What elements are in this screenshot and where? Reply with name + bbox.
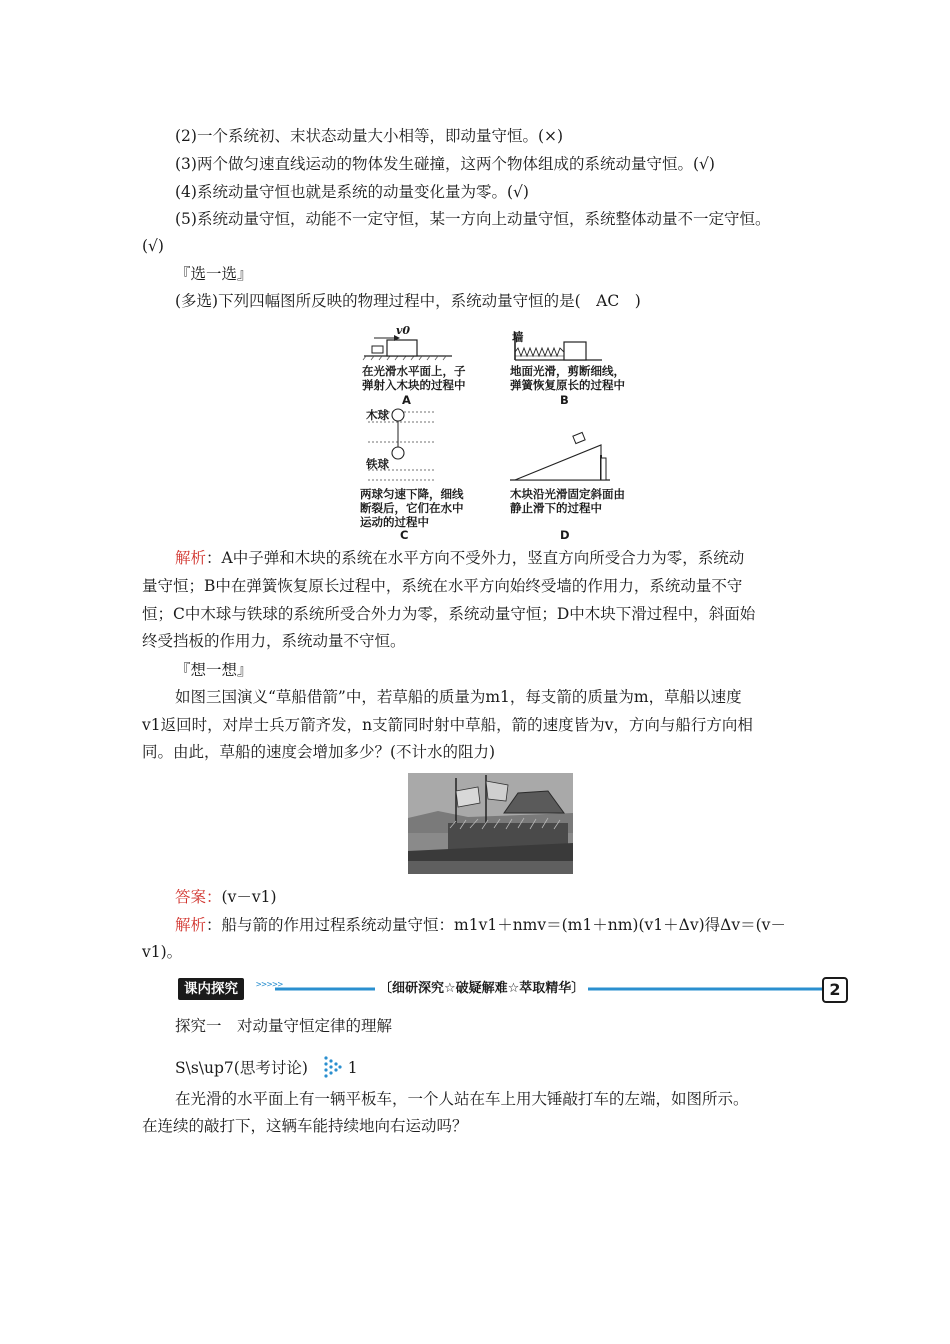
- answer-value: (v－v1): [221, 888, 277, 906]
- select-heading: 『选一选』: [175, 265, 253, 283]
- bullet-a: [372, 346, 383, 353]
- statement-3: (3)两个做匀速直线运动的物体发生碰撞，这两个物体组成的系统动量守恒。(√): [175, 155, 715, 173]
- statement-4: (4)系统动量守恒也就是系统的动量变化量为零。(√): [175, 183, 529, 201]
- analysis-label: 解析: [175, 549, 207, 567]
- velocity-label-a: v0: [396, 324, 411, 337]
- caption-c-3: 运动的过程中: [360, 515, 429, 529]
- statement-5-mark: (√): [142, 237, 164, 255]
- think-line-3: 同。由此，草船的速度会增加多少？(不计水的阻力): [142, 743, 496, 761]
- select-question: (多选)下列四幅图所反映的物理过程中，系统动量守恒的是( AC ): [175, 292, 641, 310]
- analysis-2-label: 解析: [175, 916, 207, 934]
- triangle-dots-icon: [323, 1055, 343, 1083]
- analysis-2-line-2: v1)。: [142, 943, 183, 961]
- block-d: [573, 432, 585, 443]
- banner-subtitle: 〔细研深究☆破疑解难☆萃取精华〕: [375, 979, 588, 999]
- banner-arrows: >>>>>: [256, 980, 284, 990]
- caption-a-1: 在光滑水平面上，子: [362, 364, 466, 378]
- answer-line: [175, 885, 277, 909]
- analysis-1-line-3: 恒；C中木球与铁球的系统所受合外力为零，系统动量守恒；D中木块下滑过程中，斜面始: [142, 605, 756, 623]
- caption-c-2: 断裂后，它们在水中: [360, 501, 464, 515]
- problem-line-1: 在光滑的水平面上有一辆平板车，一个人站在车上用大锤敲打车的左端，如图所示。: [175, 1090, 749, 1108]
- caption-b-2: 弹簧恢复原长的过程中: [510, 378, 625, 392]
- straw-boat-photo: [408, 773, 573, 874]
- wood-ball: [392, 409, 404, 421]
- caption-d-2: 静止滑下的过程中: [510, 501, 602, 515]
- discussion-prefix: S\s\up7(思考讨论): [175, 1059, 308, 1077]
- letter-c: C: [400, 528, 409, 542]
- caption-b-1: 地面光滑，剪断细线，: [510, 364, 625, 378]
- problem-line-2: 在连续的敲打下，这辆车能持续地向右运动吗？: [142, 1117, 468, 1135]
- block-b: [564, 342, 586, 360]
- statement-2: (2)一个系统初、末状态动量大小相等，即动量守恒。(×): [175, 127, 564, 145]
- explore-title: 探究一 对动量守恒定律的理解: [175, 1017, 393, 1035]
- four-diagram-figure: [360, 320, 650, 542]
- wood-ball-label: 木球: [366, 408, 389, 422]
- section-number: 2: [822, 977, 848, 1003]
- block-a: [387, 340, 417, 356]
- analysis-2-line-1: 解析：船与箭的作用过程系统动量守恒：m1v1＋nmv＝(m1＋nm)(v1＋Δv)得Δv＝(v－: [175, 916, 786, 934]
- caption-c-1: 两球匀速下降，细线: [360, 487, 464, 501]
- discussion-number: 1: [347, 1059, 358, 1077]
- answer-label: 答案：: [175, 888, 222, 906]
- think-line-2: v1返回时，对岸士兵万箭齐发，n支箭同时射中草船，箭的速度皆为v，方向与船行方向相: [142, 716, 753, 734]
- analysis-1-line-4: 终受挡板的作用力，系统动量不守恒。: [142, 632, 406, 650]
- discussion-line: [175, 1055, 358, 1083]
- section-tag: 课内探究: [178, 978, 244, 1000]
- caption-a-2: 弹射入木块的过程中: [362, 378, 466, 392]
- iron-ball-label: 铁球: [366, 457, 389, 471]
- incline-d: [515, 445, 601, 480]
- statement-5: (5)系统动量守恒，动能不一定守恒，某一方向上动量守恒，系统整体动量不一定守恒。: [175, 210, 771, 228]
- analysis-1-line-1: 解析：A中子弹和木块的系统在水平方向不受外力，竖直方向所受合力为零，系统动: [175, 549, 745, 567]
- caption-d-1: 木块沿光滑固定斜面由: [510, 487, 625, 501]
- wall-label: 墙: [512, 330, 524, 344]
- letter-b: B: [560, 393, 569, 407]
- think-heading: 『想一想』: [175, 661, 253, 679]
- letter-a: A: [402, 393, 411, 407]
- analysis-1-line-2: 量守恒；B中在弹簧恢复原长过程中，系统在水平方向始终受墙的作用力，系统动量不守: [142, 577, 743, 595]
- think-line-1: 如图三国演义“草船借箭”中，若草船的质量为m1，每支箭的质量为m，草船以速度: [175, 688, 742, 706]
- iron-ball: [392, 447, 404, 459]
- letter-d: D: [560, 528, 570, 542]
